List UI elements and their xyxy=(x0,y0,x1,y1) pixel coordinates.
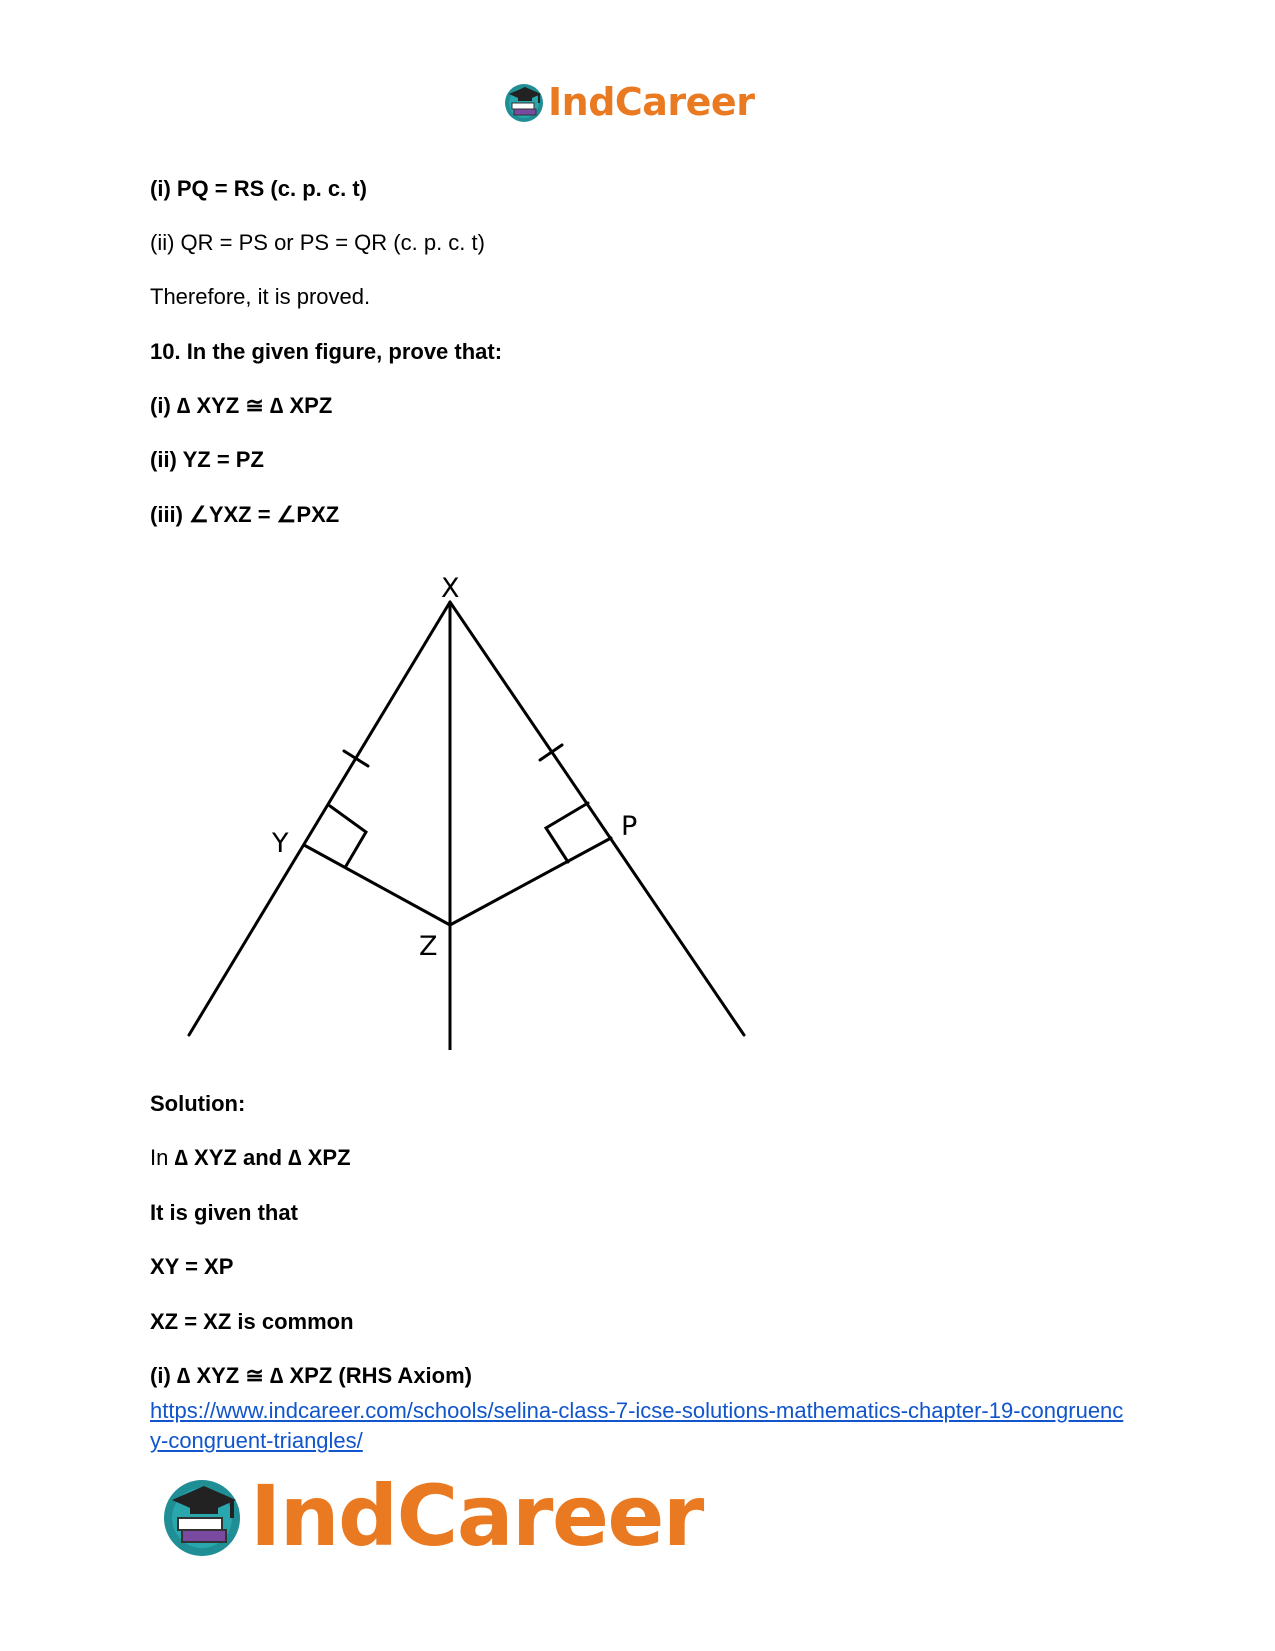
proof-line-pq-rs: (i) PQ = RS (c. p. c. t) xyxy=(150,176,367,201)
tick-mark-xy xyxy=(344,751,368,766)
question-part-i: (i) ∆ XYZ ≅ ∆ XPZ xyxy=(150,393,333,418)
right-angle-y xyxy=(330,806,366,866)
proof-conclusion: Therefore, it is proved. xyxy=(150,284,371,309)
line-yz xyxy=(304,845,450,925)
in-prefix: In xyxy=(150,1145,169,1170)
header-logo xyxy=(503,80,754,124)
graduation-cap-books-globe-icon xyxy=(503,81,545,123)
triangle-figure xyxy=(170,565,760,1050)
label-x: X xyxy=(441,573,460,604)
proof-line-qr-ps: (ii) QR = PS or PS = QR (c. p. c. t) xyxy=(150,230,485,255)
label-z: Z xyxy=(419,931,438,962)
source-url-link[interactable]: https://www.indcareer.com/schools/selina-class-7-icse-solutions-mathematics-chapter-19-congruency-congruent-triangles/ xyxy=(150,1398,1124,1453)
label-y: Y xyxy=(272,828,289,859)
logo-text: IndCareer xyxy=(250,1467,703,1565)
rhs-axiom-line: (i) ∆ XYZ ≅ ∆ XPZ (RHS Axiom) xyxy=(150,1363,472,1388)
in-triangles-line xyxy=(150,1145,351,1171)
given-statement: It is given that xyxy=(150,1200,298,1225)
question-title: 10. In the given figure, prove that: xyxy=(150,339,503,364)
footer-logo xyxy=(160,1467,703,1565)
line-xy xyxy=(189,602,450,1035)
label-p: P xyxy=(621,811,638,842)
question-part-iii: (iii) ∠YXZ = ∠PXZ xyxy=(150,502,340,527)
line-xp xyxy=(450,602,744,1035)
tick-mark-xp xyxy=(540,745,562,760)
solution-label: Solution: xyxy=(150,1091,246,1116)
question-part-ii: (ii) YZ = PZ xyxy=(150,447,264,472)
logo-text: IndCareer xyxy=(548,80,755,124)
graduation-cap-books-globe-icon xyxy=(160,1474,244,1558)
line-pz xyxy=(450,838,611,925)
xz-common: XZ = XZ is common xyxy=(150,1309,354,1334)
in-triangles: ∆ XYZ and ∆ XPZ xyxy=(174,1145,351,1170)
xy-equals-xp: XY = XP xyxy=(150,1254,234,1279)
